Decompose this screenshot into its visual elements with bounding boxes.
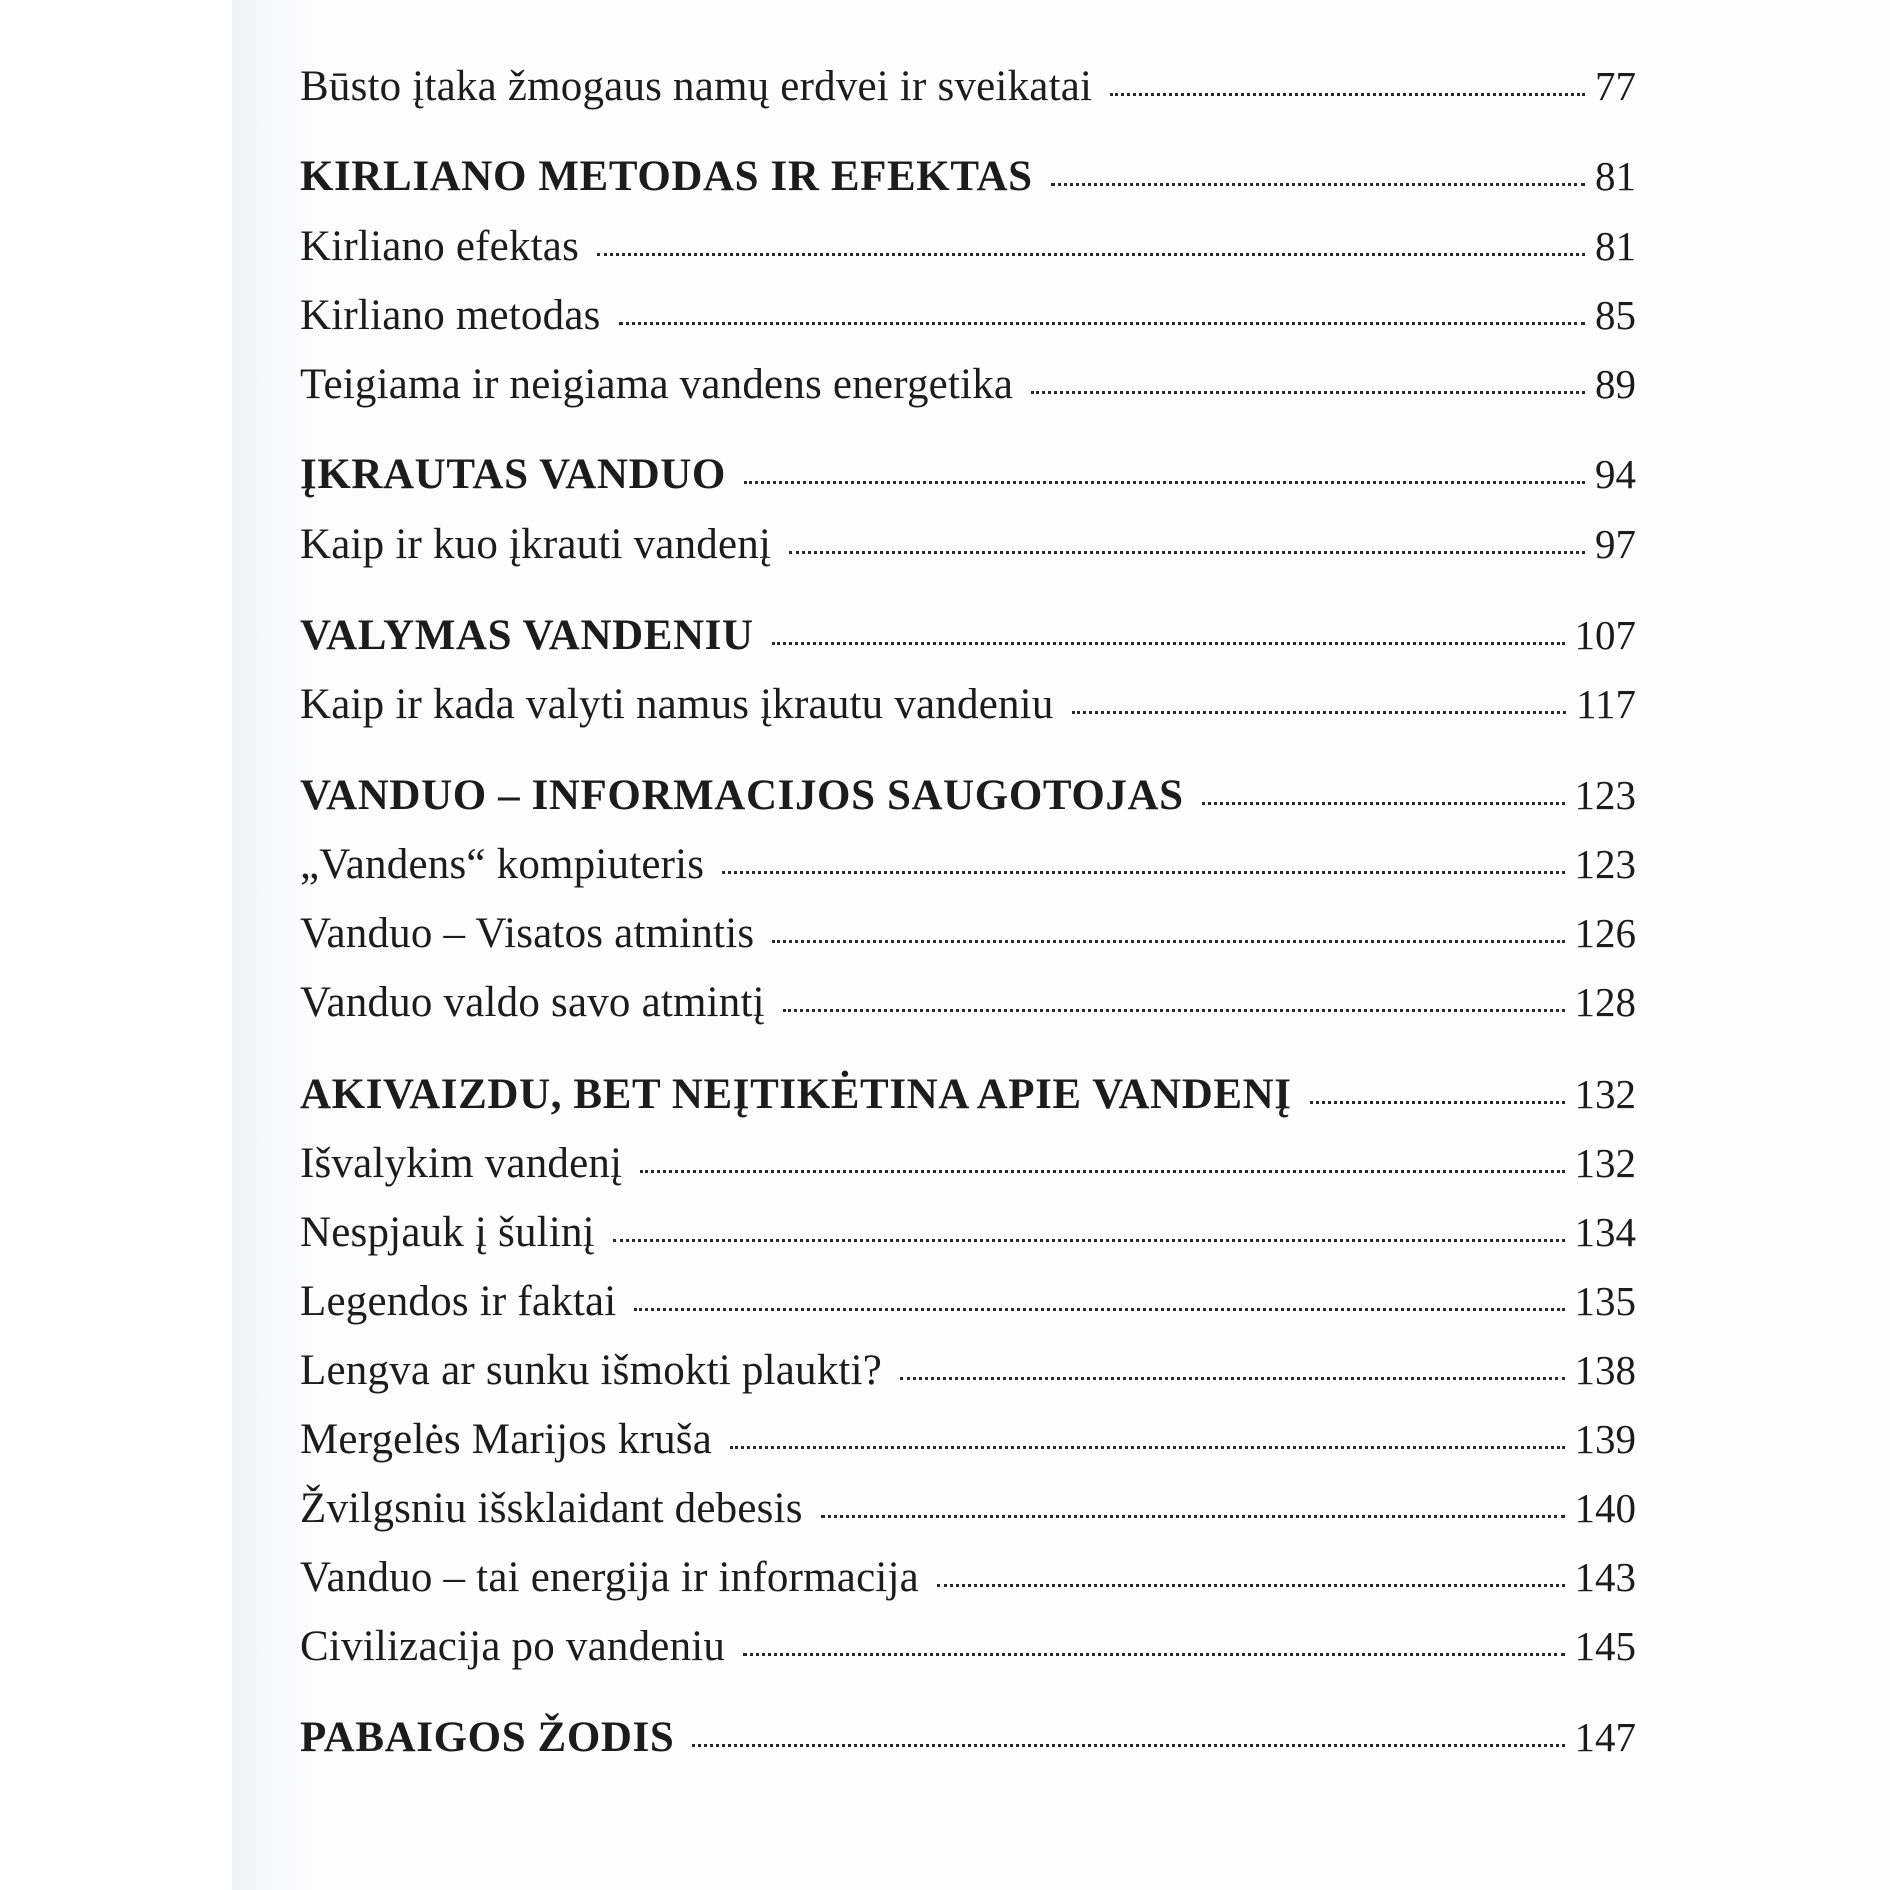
dot-leader	[1202, 802, 1565, 805]
toc-entry-page-number: 81	[1595, 223, 1636, 269]
toc-entry-title: Kirliano efektas	[300, 223, 580, 270]
dot-leader	[730, 1446, 1564, 1449]
dot-leader	[613, 1239, 1565, 1242]
toc-entry	[300, 222, 1636, 282]
toc-entry	[300, 978, 1636, 1038]
dot-leader	[597, 253, 1585, 256]
toc-entry-page-number: 107	[1574, 612, 1636, 658]
dot-leader	[722, 871, 1564, 874]
toc-chapter-title: ĮKRAUTAS VANDUO	[300, 451, 726, 498]
toc-chapter-title: VANDUO – INFORMACIJOS SAUGOTOJAS	[300, 772, 1184, 819]
toc-entry	[300, 680, 1636, 740]
dot-leader	[744, 481, 1585, 484]
toc-entry-page-number: 135	[1574, 1278, 1636, 1324]
dot-leader	[640, 1170, 1564, 1173]
dot-leader	[789, 551, 1585, 554]
toc-entry-page-number: 132	[1574, 1071, 1636, 1117]
toc-entry-title: Teigiama ir neigiama vandens energetika	[300, 361, 1014, 408]
toc-entry	[300, 1553, 1636, 1613]
toc-entry-title: Kirliano metodas	[300, 292, 601, 339]
toc-entry-page-number: 132	[1574, 1140, 1636, 1186]
toc-entry-page-number: 138	[1574, 1347, 1636, 1393]
toc-chapter-heading	[300, 152, 1636, 212]
toc-entry-page-number: 85	[1595, 292, 1636, 338]
dot-leader	[1051, 183, 1585, 186]
toc-entry	[300, 62, 1636, 122]
toc-entry	[300, 1277, 1636, 1337]
dot-leader	[1072, 711, 1566, 714]
toc-entry	[300, 1415, 1636, 1475]
dot-leader	[692, 1744, 1564, 1747]
toc-entry-title: Mergelės Marijos kruša	[300, 1416, 713, 1463]
toc-entry-title: Lengva ar sunku išmokti plaukti?	[300, 1347, 883, 1394]
toc-entry	[300, 909, 1636, 969]
toc-entry	[300, 1346, 1636, 1406]
toc-chapter-title: VALYMAS VANDENIU	[300, 612, 754, 659]
toc-chapter-heading	[300, 771, 1636, 831]
dot-leader	[900, 1377, 1564, 1380]
toc-entry-page-number: 145	[1574, 1623, 1636, 1669]
toc-entry-title: Vanduo valdo savo atmintį	[300, 979, 765, 1026]
toc-entry-title: „Vandens“ kompiuteris	[300, 841, 705, 888]
toc-entry-page-number: 97	[1595, 521, 1636, 567]
dot-leader	[783, 1009, 1565, 1012]
toc-entry	[300, 360, 1636, 420]
dot-leader	[1310, 1101, 1565, 1104]
toc-entry-page-number: 143	[1574, 1554, 1636, 1600]
dot-leader	[1110, 93, 1585, 96]
toc-entry-page-number: 123	[1574, 841, 1636, 887]
dot-leader	[634, 1308, 1564, 1311]
dot-leader	[743, 1653, 1564, 1656]
toc-entry-page-number: 94	[1595, 451, 1636, 497]
toc-entry-title: Būsto įtaka žmogaus namų erdvei ir sveikatai	[300, 63, 1093, 110]
toc-entry-title: Kaip ir kuo įkrauti vandenį	[300, 521, 772, 568]
toc-entry-page-number: 89	[1595, 361, 1636, 407]
dot-leader	[821, 1515, 1565, 1518]
toc-entry-page-number: 140	[1574, 1485, 1636, 1531]
toc-chapter-heading	[300, 1070, 1636, 1130]
toc-entry-page-number: 77	[1595, 63, 1636, 109]
toc-entry-page-number: 123	[1574, 772, 1636, 818]
toc-entry-page-number: 147	[1574, 1714, 1636, 1760]
toc-chapter-heading	[300, 611, 1636, 671]
dot-leader	[619, 322, 1585, 325]
toc-chapter-title: KIRLIANO METODAS IR EFEKTAS	[300, 153, 1033, 200]
toc-entry	[300, 840, 1636, 900]
toc-chapter-heading	[300, 1713, 1636, 1773]
toc-entry-title: Nespjauk į šulinį	[300, 1209, 595, 1256]
toc-entry-page-number: 117	[1576, 681, 1636, 727]
dot-leader	[1031, 391, 1585, 394]
toc-entry-title: Žvilgsniu išsklaidant debesis	[300, 1485, 803, 1532]
toc-entry	[300, 1208, 1636, 1268]
toc-entry-title: Vanduo – tai energija ir informacija	[300, 1554, 919, 1601]
toc-chapter-title: AKIVAIZDU, BET NEĮTIKĖTINA APIE VANDENĮ	[300, 1071, 1292, 1118]
toc-entry-title: Vanduo – Visatos atmintis	[300, 910, 755, 957]
toc-entry-page-number: 134	[1574, 1209, 1636, 1255]
toc-entry-page-number: 128	[1574, 979, 1636, 1025]
toc-entry-title: Legendos ir faktai	[300, 1278, 617, 1325]
toc-entry	[300, 520, 1636, 580]
dot-leader	[937, 1584, 1565, 1587]
toc-entry	[300, 1622, 1636, 1682]
toc-entry-title: Išvalykim vandenį	[300, 1140, 623, 1187]
dot-leader	[772, 642, 1565, 645]
toc-entry-title: Kaip ir kada valyti namus įkrautu vandeniu	[300, 681, 1054, 728]
toc-entry-page-number: 81	[1595, 153, 1636, 199]
toc-chapter-title: PABAIGOS ŽODIS	[300, 1714, 675, 1761]
toc-entry-page-number: 126	[1574, 910, 1636, 956]
background-margin	[0, 0, 232, 1890]
toc-entry	[300, 1484, 1636, 1544]
toc-entry	[300, 1139, 1636, 1199]
toc-entry-page-number: 139	[1574, 1416, 1636, 1462]
toc-entry	[300, 291, 1636, 351]
toc-entry-title: Civilizacija po vandeniu	[300, 1623, 726, 1670]
dot-leader	[772, 940, 1564, 943]
toc-chapter-heading	[300, 450, 1636, 510]
